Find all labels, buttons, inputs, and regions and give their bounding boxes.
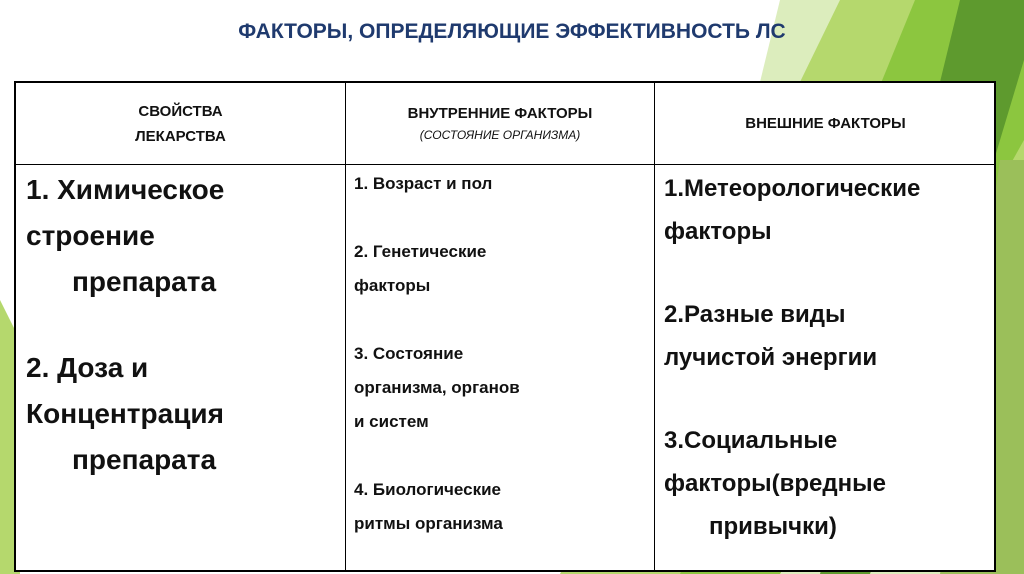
external-item3-line1: 3.Социальные	[664, 427, 838, 454]
internal-item1-line1: 1. Возраст и пол	[354, 174, 493, 193]
internal-factors-column	[354, 167, 644, 541]
external-item2-line1: 2.Разные виды	[664, 301, 846, 328]
external-item2-line2: лучистой энергии	[664, 344, 878, 371]
internal-item3-line1: 3. Состояние	[354, 344, 464, 363]
header-drug-properties-line1: СВОЙСТВА	[138, 102, 223, 120]
drug-item1-line2: строение	[26, 220, 155, 251]
external-item1-line2: факторы	[664, 218, 772, 245]
drug-item1-line1: 1. Химическое	[26, 174, 225, 205]
internal-item2-line2: факторы	[354, 276, 431, 295]
drug-item2-line1: 2. Доза и	[26, 352, 149, 383]
internal-item4-line2: ритмы организма	[354, 514, 503, 533]
drug-properties-column	[26, 167, 331, 483]
table-header-divider	[16, 164, 994, 165]
external-factors-column	[664, 167, 989, 548]
header-internal-factors-main: ВНУТРЕННИЕ ФАКТОРЫ	[407, 105, 593, 122]
header-internal-factors	[346, 83, 654, 164]
internal-item4-line1: 4. Биологические	[354, 480, 501, 499]
internal-item3-line2: организма, органов	[354, 378, 520, 397]
drug-item1-line3: препарата	[72, 266, 217, 297]
header-drug-properties-line2: ЛЕКАРСТВА	[135, 127, 226, 145]
internal-item2-line1: 2. Генетические	[354, 242, 487, 261]
header-external-factors	[655, 83, 996, 164]
header-drug-properties	[16, 83, 345, 164]
factors-table	[14, 81, 996, 572]
header-internal-factors-sub: (СОСТОЯНИЕ ОРГАНИЗМА)	[419, 128, 581, 142]
external-item1-line1: 1.Метеорологические	[664, 175, 921, 202]
drug-item2-line2: Концентрация	[26, 398, 224, 429]
drug-item2-line3: препарата	[72, 444, 217, 475]
external-item3-line3: привычки)	[709, 513, 837, 540]
header-external-factors-label: ВНЕШНИЕ ФАКТОРЫ	[745, 115, 906, 132]
slide-title: ФАКТОРЫ, ОПРЕДЕЛЯЮЩИЕ ЭФФЕКТИВНОСТЬ ЛС	[238, 20, 786, 43]
internal-item3-line3: и систем	[354, 412, 429, 431]
external-item3-line2: факторы(вредные	[664, 470, 886, 497]
